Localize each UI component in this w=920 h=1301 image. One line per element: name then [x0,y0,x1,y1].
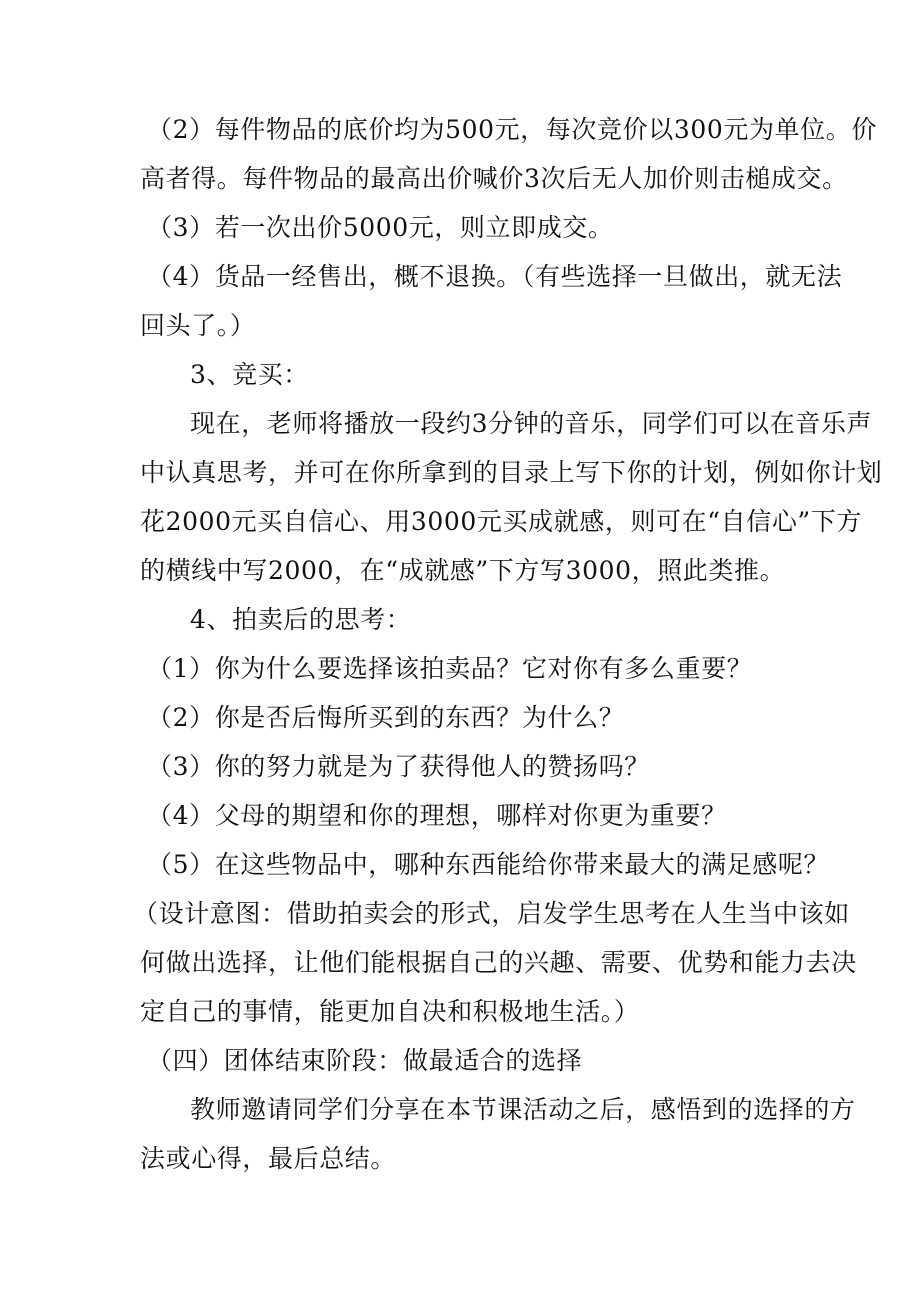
text-line: 花2000元买自信心、用3000元买成就感，则可在“自信心”下方 [140,507,863,536]
text-line: 法或心得，最后总结。 [140,1144,397,1173]
text-line: （3）若一次出价5000元，则立即成交。 [147,213,614,242]
text-line: （3）你的努力就是为了获得他人的赞扬吗？ [147,752,650,781]
text-line: （4）货品一经售出，概不退换。（有些选择一旦做出，就无法 [147,262,843,291]
text-line: 高者得。每件物品的最高出价喊价3次后无人加价则击槌成交。 [140,164,848,193]
text-line: 现在，老师将播放一段约3分钟的音乐，同学们可以在音乐声 [190,409,873,438]
text-line: 的横线中写2000，在“成就感”下方写3000，照此类推。 [140,556,786,585]
section-heading: 3、竞买： [190,360,309,389]
text-line: 中认真思考，并可在你所拿到的目录上写下你的计划，例如你计划 [140,458,883,487]
text-line: （5）在这些物品中，哪种东西能给你带来最大的满足感呢？ [147,850,830,879]
text-line: （2）你是否后悔所买到的东西？为什么？ [147,703,625,732]
text-line: 定自己的事情，能更加自决和积极地生活。） [140,997,640,1026]
text-line: 何做出选择，让他们能根据自己的兴趣、需要、优势和能力去决 [140,948,857,977]
text-line: 教师邀请同学们分享在本节课活动之后，感悟到的选择的方 [190,1095,856,1124]
section-heading: （四）团体结束阶段：做最适合的选择 [147,1046,583,1075]
text-line: （1）你为什么要选择该拍卖品？它对你有多么重要？ [147,654,753,683]
text-line: （4）父母的期望和你的理想，哪样对你更为重要？ [147,801,727,830]
section-heading: 4、拍卖后的思考： [190,605,412,634]
text-line: 回头了。） [140,311,256,340]
text-line: （2）每件物品的底价均为500元，每次竞价以300元为单位。价 [147,115,877,144]
text-line: （设计意图：借助拍卖会的形式，启发学生思考在人生当中该如 [133,899,850,928]
